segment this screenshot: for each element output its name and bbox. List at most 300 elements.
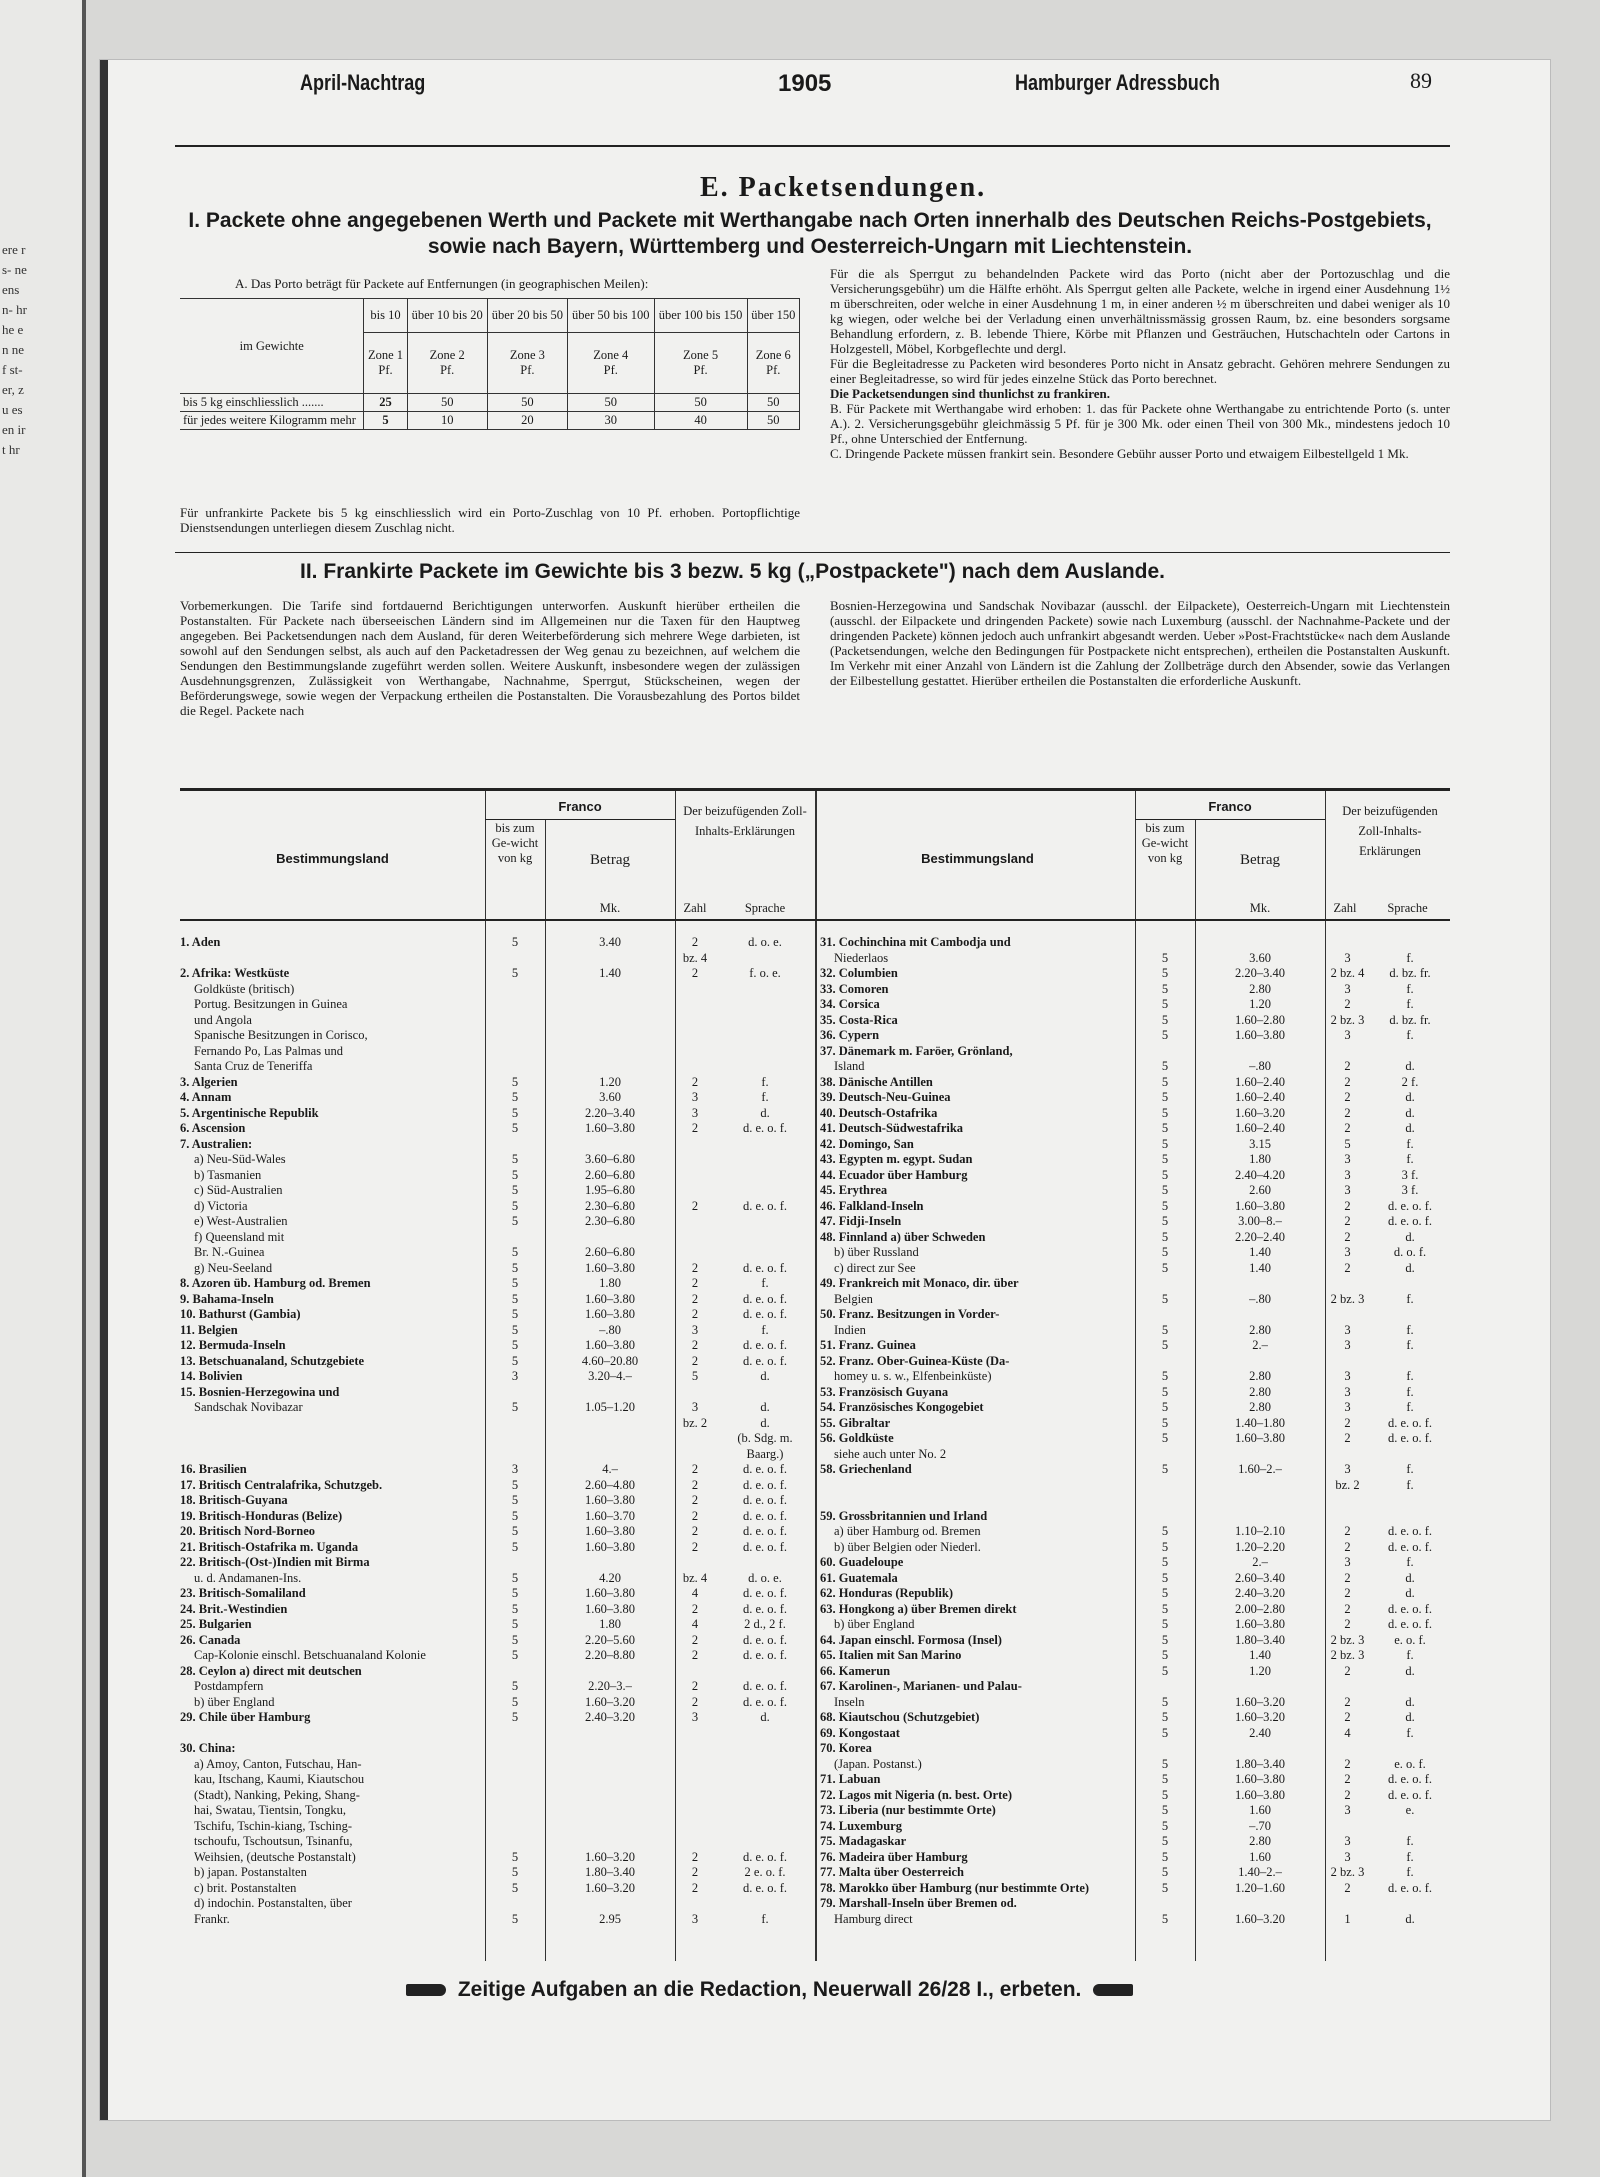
dest-name: Santa Cruz de Teneriffa [194, 1059, 313, 1073]
max-weight: 5 [511, 1245, 519, 1259]
rates-col-4: über 50 bis 100 [567, 299, 654, 333]
amount: 1.80–3.40 [1235, 1632, 1285, 1647]
table-row [180, 1416, 815, 1432]
footer-text: Zeitige Aufgaben an die Redaction, Neuerwall 26/28 I., erbeten. [457, 1978, 1082, 2001]
decl-count: 2 [691, 966, 699, 980]
table-row [820, 1509, 1450, 1525]
dest-name: (Japan. Postanst.) [834, 1756, 922, 1771]
dest-name: a) Amoy, Canton, Futschau, Han- [194, 1756, 362, 1771]
dest-name: 66. Kamerun [820, 1663, 891, 1678]
decl-count: 2 [691, 1679, 699, 1693]
thead-bis-left: bis zum Ge-wicht von kg [491, 821, 539, 865]
rates-row-label: bis 5 kg einschliesslich ....... [180, 394, 364, 412]
max-weight: 5 [1161, 1539, 1169, 1554]
amount: 2.95 [599, 1911, 621, 1926]
dest-name: 29. Chile über Hamburg [180, 1710, 311, 1724]
table-row [180, 1493, 815, 1509]
amount: 1.60–3.20 [585, 1849, 635, 1864]
pointing-hand-icon [406, 1984, 446, 1996]
amount: 1.60–2.40 [1235, 1121, 1285, 1135]
amount: 2.20–3.40 [1235, 966, 1285, 980]
dest-name: 13. Betschuanaland, Schutzgebiete [180, 1353, 365, 1368]
table-row [180, 1338, 815, 1354]
decl-language: d. e. o. f. [742, 1338, 788, 1352]
max-weight: 5 [511, 1260, 519, 1275]
decl-language: d. e. o. f. [742, 1291, 788, 1306]
header-rule [175, 145, 1450, 147]
dest-name: 72. Lagos mit Nigeria (n. best. Orte) [820, 1787, 1012, 1802]
decl-count: 2 [1344, 1601, 1351, 1616]
table-row [820, 1137, 1450, 1153]
table-row [820, 1044, 1450, 1060]
dest-name: 42. Domingo, San [820, 1136, 914, 1151]
rates-col-1: bis 10 [364, 299, 407, 333]
amount: 2.20–3.– [588, 1679, 632, 1693]
dest-name: 26. Canada [180, 1632, 241, 1647]
max-weight: 5 [1161, 1911, 1169, 1926]
max-weight: 5 [1161, 1431, 1169, 1445]
decl-count: 2 bz. 3 [1330, 1865, 1365, 1879]
amount: 2.80 [1249, 981, 1271, 996]
table-row [180, 1137, 815, 1153]
decl-language: d. [1405, 1260, 1415, 1275]
table-row [180, 1245, 815, 1261]
decl-language: d. [1405, 1911, 1415, 1926]
decl-language: f. [1406, 1834, 1414, 1848]
rates-zone-6: Zone 6 Pf. [747, 332, 799, 393]
decl-language: f. o. e. [749, 966, 781, 980]
decl-count: 2 [1344, 1415, 1351, 1430]
table-row [180, 1509, 815, 1525]
decl-count: 2 [1344, 1772, 1351, 1786]
amount: 1.60–3.80 [585, 1260, 635, 1275]
table-row [180, 1230, 815, 1246]
table-row [180, 982, 815, 998]
decl-count: 2 [1344, 997, 1351, 1011]
table-row [180, 951, 815, 967]
section-subtitle: I. Packete ohne angegebenen Werth und Packete mit Werthangabe nach Orten innerhalb des Deutschen Reichs-Postgebiets, sowie nach Bayern, Württemberg und Oesterreich-Ungarn mit Liechtenstein. [188, 209, 1432, 258]
table-row [180, 1865, 815, 1881]
decl-count: 2 [1344, 1880, 1351, 1895]
thead-dest-right: Bestimmungsland [921, 851, 1034, 866]
dest-name: 52. Franz. Ober-Guinea-Küste (Da- [820, 1353, 1010, 1368]
max-weight: 5 [511, 935, 519, 949]
amount: 1.60 [1249, 1849, 1271, 1864]
amount: 1.60–3.80 [585, 1493, 635, 1507]
amount: 1.60–3.80 [585, 1524, 635, 1538]
max-weight: 5 [1161, 1136, 1169, 1151]
amount: 2.20–3.40 [585, 1105, 635, 1120]
page-header [300, 64, 1480, 104]
decl-count: 2 [691, 1601, 699, 1616]
dest-name: 78. Marokko über Hamburg (nur bestimmte Orte) [820, 1880, 1090, 1895]
table-row [180, 1555, 815, 1571]
decl-count: 4 [1344, 1725, 1351, 1740]
amount: 3.15 [1249, 1136, 1271, 1151]
dest-name: hai, Swatau, Tientsin, Tongku, [194, 1803, 347, 1817]
amount: 1.60–3.20 [1235, 1911, 1285, 1926]
decl-language: f. [1406, 997, 1414, 1011]
max-weight: 5 [1161, 1121, 1169, 1135]
decl-count: 2 bz. 3 [1330, 1291, 1365, 1306]
table-row [180, 1400, 815, 1416]
table-row [820, 1013, 1450, 1029]
max-weight: 5 [511, 1183, 519, 1197]
decl-language: f. [1406, 1338, 1414, 1352]
amount: 3.60 [599, 1090, 621, 1104]
thead-mk-left: Mk. [599, 901, 621, 915]
amount: –.80 [1249, 1291, 1271, 1306]
amount: 1.60 [1249, 1803, 1271, 1817]
decl-language: d. [760, 1710, 770, 1724]
amount: 1.60–3.80 [1235, 1028, 1285, 1042]
table-row [820, 1695, 1450, 1711]
table-row [820, 1168, 1450, 1184]
amount: –.80 [599, 1322, 621, 1337]
decl-count: 2 [691, 1524, 699, 1538]
table-row [180, 1586, 815, 1602]
dest-name: 3. Algerien [180, 1074, 238, 1089]
max-weight: 5 [1161, 1555, 1169, 1569]
decl-count: 2 [691, 1493, 699, 1507]
amount: 1.20 [599, 1074, 621, 1089]
table-row [820, 1850, 1450, 1866]
decl-language: f. [1406, 1725, 1414, 1740]
para-right-1: Für die als Sperrgut zu behandelnden Packete wird das Porto (nicht aber der Portozuschlag und die Versicherungsgebühr) um die Hälfte erhöht. Als Sperrgut gelten alle Packete, welche in irgend einer Ausdehnung 1½ m überschreiten, oder welche in einer Ausdehnung 1 m, in einer anderen ½ m überschreiten und dabei weniger als 10 kg wiegen, oder welche bei der Verladung einen unverhältnissmässig grossen Raum, bz. eine besonders sorgsame Behandlung erfordern, z. B. lebende Thiere, Körbe mit Pflanzen und Gesträuchen, Hutschachteln oder Cartons in Holzgestell, Möbel, Korbgeflechte und dergl. [830, 266, 1450, 356]
thead-franco-right: Franco [1208, 799, 1252, 814]
decl-language: d. e. o. f. [742, 1679, 788, 1693]
col-line [815, 791, 817, 1961]
decl-count: 3 [691, 1105, 699, 1120]
max-weight: 5 [1161, 1632, 1169, 1647]
table-row [820, 1338, 1450, 1354]
decl-count: 2 [691, 1694, 699, 1709]
table-row [820, 1028, 1450, 1044]
dest-name: 19. Britisch-Honduras (Belize) [180, 1508, 343, 1523]
table-row [180, 1695, 815, 1711]
dest-name: 44. Ecuador über Hamburg [820, 1167, 968, 1182]
table-row [820, 1106, 1450, 1122]
dest-name: 38. Dänische Antillen [820, 1074, 933, 1089]
table-row [820, 966, 1450, 982]
dest-name: 55. Gibraltar [820, 1415, 891, 1430]
dest-name: 6. Ascension [180, 1121, 246, 1135]
thead-dest-left: Bestimmungsland [276, 851, 389, 866]
rates-zone-4: Zone 4 Pf. [567, 332, 654, 393]
book-spine [0, 0, 86, 2177]
thead-zahl-left: Zahl [683, 901, 707, 915]
rates-row-label: für jedes weitere Kilogramm mehr [180, 412, 364, 430]
max-weight: 5 [511, 1648, 519, 1662]
max-weight: 5 [1161, 1012, 1169, 1027]
rates-cell: 20 [487, 412, 567, 430]
max-weight: 5 [1161, 1586, 1169, 1600]
table-row [820, 1307, 1450, 1323]
max-weight: 5 [511, 1617, 519, 1631]
table-row [180, 1385, 815, 1401]
dest-name: 8. Azoren üb. Hamburg od. Bremen [180, 1276, 371, 1290]
dest-name: g) Neu-Seeland [194, 1260, 273, 1275]
decl-count: 3 [1344, 1152, 1351, 1166]
decl-language: d. [1405, 1570, 1415, 1585]
decl-count: 2 [1344, 1059, 1351, 1073]
decl-language: d. e. o. f. [742, 1880, 788, 1895]
table-row [820, 951, 1450, 967]
table-row [180, 1075, 815, 1091]
decl-count: 3 [1344, 1322, 1351, 1337]
dest-name: c) Süd-Australien [194, 1183, 283, 1197]
decl-language: d. e. o. f. [742, 1694, 788, 1709]
dest-name: 79. Marshall-Inseln über Bremen od. [820, 1896, 1017, 1910]
table-row [820, 1323, 1450, 1339]
dest-name: 62. Honduras (Republik) [820, 1586, 954, 1600]
amount: 2.20–8.80 [585, 1648, 635, 1662]
thead-betrag-right: Betrag [1240, 852, 1280, 868]
table-row [180, 1106, 815, 1122]
decl-count: 4 [691, 1617, 699, 1631]
table-row [820, 1354, 1450, 1370]
decl-count: 2 bz. 4 [1330, 966, 1365, 980]
decl-count: 3 [1344, 1183, 1351, 1197]
max-weight: 5 [1161, 966, 1169, 980]
decl-count: 3 [1344, 1555, 1351, 1569]
rates-col-5: über 100 bis 150 [654, 299, 747, 333]
decl-count: 3 [1344, 1338, 1351, 1352]
table-row [820, 1710, 1450, 1726]
table-row [180, 1323, 815, 1339]
rates-cell: 10 [407, 412, 487, 430]
table-row [180, 966, 815, 982]
table-row [820, 1183, 1450, 1199]
max-weight: 5 [511, 1353, 519, 1368]
decl-language: d. e. o. f. [1387, 1539, 1433, 1554]
max-weight: 5 [511, 1601, 519, 1616]
table-row [180, 1803, 815, 1819]
max-weight: 5 [511, 1586, 519, 1600]
dest-name: 53. Französisch Guyana [820, 1384, 949, 1399]
table-row [180, 1447, 815, 1463]
amount: 2.40–3.20 [1235, 1586, 1285, 1600]
decl-count: 2 [691, 1121, 699, 1135]
dest-name: 28. Ceylon a) direct mit deutschen [180, 1663, 362, 1678]
dest-name: Inseln [834, 1694, 865, 1709]
para-right-2: Für die Begleitadresse zu Packeten wird besonderes Porto nicht in Ansatz gebracht. Gehören mehrere Sendungen zu einer Begleitadresse, so wird für jedes einzelne Stück das Porto berechnet. [830, 356, 1450, 386]
decl-count: 5 [691, 1369, 699, 1383]
amount: –.70 [1249, 1818, 1271, 1833]
decl-language: d. bz. fr. [1389, 1012, 1431, 1027]
decl-count: 2 [691, 1338, 699, 1352]
dest-name: Tschifu, Tschin-kiang, Tsching- [194, 1818, 353, 1833]
decl-count: 2 [1344, 1214, 1351, 1228]
dest-name: a) Neu-Süd-Wales [194, 1152, 286, 1166]
table-row [820, 1741, 1450, 1757]
rates-cell: 5 [364, 412, 407, 430]
table-row [180, 1617, 815, 1633]
amount: 1.40 [1249, 1260, 1271, 1275]
table-row [180, 1881, 815, 1897]
dest-name: b) über England [834, 1617, 915, 1631]
decl-language: d. e. o. f. [742, 1198, 788, 1213]
decl-language: 2 d., 2 f. [744, 1617, 786, 1631]
decl-language: f. [1406, 1400, 1414, 1414]
decl-count: 3 [1344, 1803, 1351, 1817]
max-weight: 5 [1161, 1229, 1169, 1244]
max-weight: 5 [511, 1880, 519, 1895]
decl-count: 2 [691, 1849, 699, 1864]
max-weight: 5 [1161, 1090, 1169, 1104]
decl-language: f. [761, 1090, 769, 1104]
amount: 2.60–6.80 [585, 1167, 635, 1182]
dest-name: 34. Corsica [820, 997, 880, 1011]
dest-name: 2. Afrika: Westküste [180, 966, 290, 980]
decl-language: d. e. o. f. [1387, 1617, 1433, 1631]
max-weight: 5 [511, 1679, 519, 1693]
max-weight: 5 [1161, 1369, 1169, 1383]
amount: 2.– [1252, 1338, 1268, 1352]
amount: 1.60–3.70 [585, 1508, 635, 1523]
decl-language: f. [761, 1322, 769, 1337]
rates-cell: 40 [654, 412, 747, 430]
dest-name: u. d. Andamanen-Ins. [194, 1570, 302, 1585]
max-weight: 5 [1161, 1260, 1169, 1275]
table-row [820, 1059, 1450, 1075]
amount: 2.30–6.80 [585, 1198, 635, 1213]
max-weight: 5 [1161, 1834, 1169, 1848]
table-row [180, 1354, 815, 1370]
table-row [820, 935, 1450, 951]
rates-row [180, 412, 800, 430]
table-row [180, 1834, 815, 1850]
decl-language: f. [1406, 1477, 1414, 1492]
dest-name: Postdampfern [194, 1679, 264, 1693]
dest-name: 75. Madagaskar [820, 1834, 907, 1848]
amount: 2.80 [1249, 1400, 1271, 1414]
decl-language: d. [760, 1400, 770, 1414]
table-row [180, 1741, 815, 1757]
table-row [820, 1369, 1450, 1385]
max-weight: 5 [1161, 1152, 1169, 1166]
decl-count: 2 bz. 3 [1330, 1632, 1365, 1647]
table-row [820, 1819, 1450, 1835]
decl-count: 3 [691, 1090, 699, 1104]
decl-language: d. e. o. f. [742, 1493, 788, 1507]
decl-language: d. [1405, 1663, 1415, 1678]
table-row [180, 1819, 815, 1835]
table-row [180, 1788, 815, 1804]
amount: –.80 [1249, 1059, 1271, 1073]
amount: 1.60–3.20 [585, 1694, 635, 1709]
max-weight: 5 [511, 1632, 519, 1647]
table-row [820, 1772, 1450, 1788]
rates-cell: 50 [747, 412, 799, 430]
table-row [180, 1261, 815, 1277]
dest-name: 41. Deutsch-Südwestafrika [820, 1121, 964, 1135]
dest-name: Weihsien, (deutsche Postanstalt) [194, 1849, 356, 1864]
table-row [820, 1214, 1450, 1230]
max-weight: 5 [511, 1074, 519, 1089]
amount: 1.80–3.40 [1235, 1756, 1285, 1771]
decl-language: d. e. o. f. [742, 1477, 788, 1492]
amount: 1.60–3.80 [1235, 1431, 1285, 1445]
decl-count: 2 bz. 3 [1330, 1012, 1365, 1027]
max-weight: 3 [511, 1369, 519, 1383]
table-row [180, 1199, 815, 1215]
table-row [820, 1075, 1450, 1091]
table-row [180, 1028, 815, 1044]
header-right: Hamburger Adressbuch [1015, 70, 1220, 95]
max-weight: 5 [511, 1090, 519, 1104]
porto-intro: A. Das Porto beträgt für Packete auf Entfernungen (in geographischen Meilen): [235, 276, 649, 291]
table-row [180, 1478, 815, 1494]
domestic-rates-table [180, 298, 800, 430]
dest-name: 63. Hongkong a) über Bremen direkt [820, 1601, 1017, 1616]
amount: 1.60–3.80 [1235, 1617, 1285, 1631]
max-weight: 5 [1161, 1384, 1169, 1399]
table-row [820, 982, 1450, 998]
decl-language: f. [1406, 1865, 1414, 1879]
dest-name: 61. Guatemala [820, 1570, 898, 1585]
decl-language: d. e. o. f. [742, 1648, 788, 1662]
dest-name: d) Victoria [194, 1198, 248, 1213]
decl-language: d. [1405, 1586, 1415, 1600]
table-row [180, 1044, 815, 1060]
dest-name: 37. Dänemark m. Faröer, Grönland, [820, 1043, 1013, 1058]
decl-language: f. [761, 1911, 769, 1926]
dest-name: 77. Malta über Oesterreich [820, 1865, 964, 1879]
table-row [820, 1276, 1450, 1292]
rates-col-2: über 10 bis 20 [407, 299, 487, 333]
amount: 1.95–6.80 [585, 1183, 635, 1197]
para-right-4: B. Für Packete mit Werthangabe wird erhoben: 1. das für Packete ohne Werthangabe zu entrichtende Porto (s. unter A.). 2. Versicherungsgebühr gleichmässig 5 Pf. für je 300 Mk. oder einen Theil von 300 Mk., mindestens jedoch 10 Pf., ohne Unterschied der Entfernung. [830, 401, 1450, 446]
dest-name: Br. N.-Guinea [194, 1245, 265, 1259]
amount: 1.40 [1249, 1245, 1271, 1259]
section-rule [175, 552, 1450, 553]
decl-language: f. [1406, 1291, 1414, 1306]
thead-sprache-right: Sprache [1387, 901, 1428, 915]
table-row [180, 1276, 815, 1292]
table-row [180, 1152, 815, 1168]
header-left: April-Nachtrag [300, 70, 426, 95]
table-row [820, 1633, 1450, 1649]
dest-name: 35. Costa-Rica [820, 1012, 898, 1027]
table-row [180, 1912, 815, 1928]
table-row [820, 1896, 1450, 1912]
dest-name: a) über Hamburg od. Bremen [834, 1524, 981, 1538]
table-row [820, 1617, 1450, 1633]
decl-count: 2 [691, 1539, 699, 1554]
dest-name: Hamburg direct [834, 1911, 913, 1926]
amount: 1.60–3.80 [1235, 1772, 1285, 1786]
decl-count: 2 [691, 1632, 699, 1647]
table-row [180, 1369, 815, 1385]
decl-count: 3 [1344, 1369, 1351, 1383]
section-2-title: II. Frankirte Packete im Gewichte bis 3 bezw. 5 kg („Postpackete") nach dem Auslande. [300, 560, 1166, 583]
amount: 2.80 [1249, 1369, 1271, 1383]
amount: 2.80 [1249, 1322, 1271, 1337]
dest-name: 68. Kiautschou (Schutzgebiet) [820, 1710, 980, 1724]
franco-rule-left [485, 819, 675, 820]
table-row [820, 1524, 1450, 1540]
max-weight: 5 [1161, 1570, 1169, 1585]
decl-language: d. [1405, 1059, 1415, 1073]
table-row [820, 1881, 1450, 1897]
decl-count: 5 [1344, 1136, 1351, 1151]
pointing-hand-icon [1093, 1984, 1133, 1996]
decl-count: 2 [691, 1198, 699, 1213]
table-row [180, 1183, 815, 1199]
dest-name: 11. Belgien [180, 1322, 238, 1337]
dest-name: 51. Franz. Guinea [820, 1338, 916, 1352]
